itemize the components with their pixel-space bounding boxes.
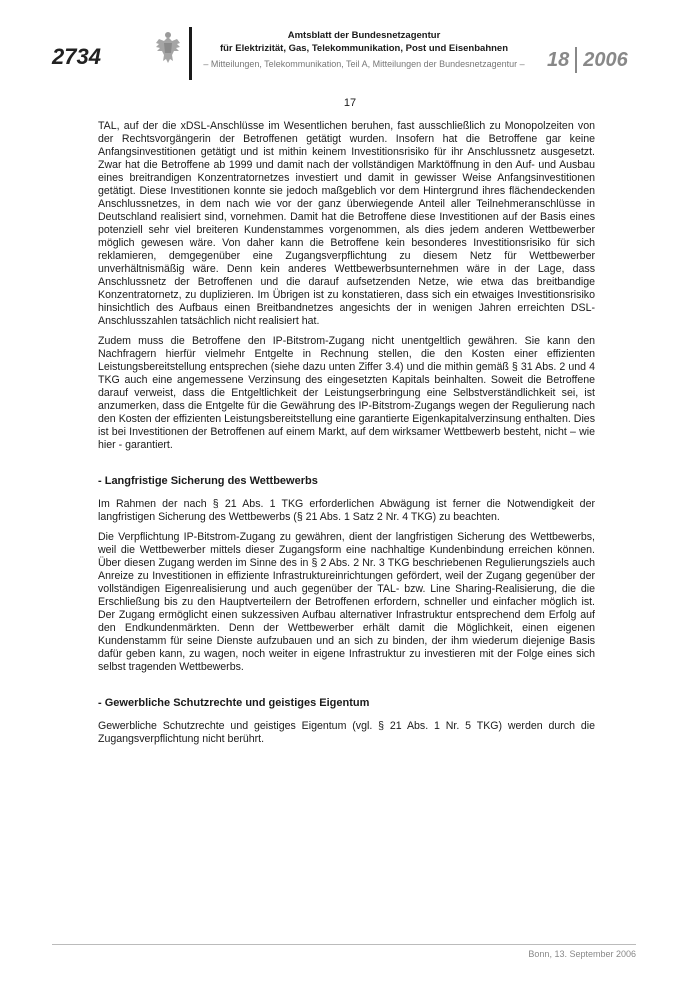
paragraph: Die Verpflichtung IP-Bitstrom-Zugang zu gewähren, dient der langfristigen Sicherung des Wettbewerbs, weil die Wettbewerber mittels dieser Zugangsform eine nachhaltige Kundenbindung erreichen können. Über diesen Zugang werden im Sinne des in § 2 Abs. 2 Nr. 3 TKG beschriebenen Regulierungsziels auch Anreize zu Investitionen in effiziente Infrastruktureinrichtungen gefördert, weil der Zugang gegenüber der vollständigen Eigenrealisierung und auch gegenüber der TAL- bzw. Line Sharing-Realisierung, die die Erschließung bis zu den Hauptverteilern der Betroffenen erfordern, schneller und einfacher möglich ist. Der Zugang ermöglicht einen sukzessiven Aufbau alternativer Infrastruktur entsprechend dem Erfolg auf den Endkundenmärkten. Denn der Wettbewerber erhält damit die Möglichkeit, einen eigenen Kundenstamm für seine Dienste aufzubauen und an sich zu binden, der ihm wiederum diejenige Basis dafür geben kann, zu wagen, noch weiter in eigene Infrastruktur zu investieren mit der Folge eines sich selbst tragenden Wettbewerbs. — [98, 531, 595, 673]
paragraph: TAL, auf der die xDSL-Anschlüsse im Wesentlichen beruhen, fast ausschließlich zu Monopolzeiten von der Rechtsvorgängerin der Betroffenen getätigt wurden. Insofern hat die Betroffene gar keine Anfangsinvestitionen getätigt und ist mithin keinem Investitionsrisiko für ihr Anschlussnetz ausgesetzt. Zwar hat die Betroffene ab 1999 und damit nach der vollständigen Marktöffnung in den Auf- und Ausbau eines breitrandigen Konzentratornetzes investiert und damit in gewisser Weise Anfangsinvestitionen getätigt. Diese Investitionen konnte sie jedoch maßgeblich vor dem Hintergrund ihres flächendeckenden Anschlussnetzes, in dem nach wie vor der ganz überwiegende Anteil aller Teilnehmeranschlüsse in Deutschland realisiert sind, vornehmen. Damit hat die Betroffene diese Investitionen auf der Basis eines potenziell sehr viel breiteren Kundenstammes vorgenommen, als dies jedem anderen Wettbewerber möglich gewesen wäre. Von daher kann die Betroffene kein besonderes Investitionsrisiko für sich reklamieren, demgegenüber eine Zugangsverpflichtung zu diesem Netz für Wettbewerber unverhältnismäßig wäre. Denn kein anderes Wettbewerbsunternehmen wäre in der Lage, dass Anschlussnetz der Betroffenen und die darauf aufsetzenden Netze, wie etwa das breitbandige Konzentratornetz, zu duplizieren. Im Übrigen ist zu konstatieren, dass sich ein etwaiges Investitionsrisiko hinsichtlich des Aufbaus einen Breitbandnetzes angesichts der in wenigen Jahren erreichten DSL-Anschlusszahlen tatsächlich nicht realisiert hat. — [98, 120, 595, 327]
paragraph: Gewerbliche Schutzrechte und geistiges Eigentum (vgl. § 21 Abs. 1 Nr. 5 TKG) werden durch die Zugangsverpflichtung nicht berührt. — [98, 720, 595, 745]
issue-separator — [575, 47, 577, 73]
paragraph: Zudem muss die Betroffene den IP-Bitstrom-Zugang nicht unentgeltlich gewähren. Sie kann den Nachfragern hierfür vielmehr Entgelte in Rechnung stellen, die den Kosten einer effizienten Leistungsbereitstellung entsprechen (siehe dazu unten Ziffer 3.4) und die mithin gemäß § 31 Abs. 2 und 4 TKG auch eine angemessene Verzinsung des eingesetzten Kapitals beinhalten. Soweit die Betroffene darauf verweist, dass die Entgeltlichkeit der Leistungserbringung eine Selbstverständlichkeit sei, ist anzumerken, dass die Entgelte für die Gewährung des IP-Bitstrom-Zugangs wegen der Regulierung nach den Kosten der effizienten Leistungsbereitstellung eine garantierte Eigenkapitalverzinsung enthalten. Dies ist bei Investitionen der Betroffenen auf einem Markt, auf dem wirksamer Wettbewerb besteht, nicht – wie hier - garantiert. — [98, 335, 595, 451]
gazette-title: Amtsblatt der Bundesnetzagentur — [287, 30, 441, 41]
issue-marker — [547, 47, 628, 73]
section-heading: - Langfristige Sicherung des Wettbewerbs — [98, 475, 318, 487]
header-divider — [189, 27, 192, 80]
gazette-subtitle: – Mitteilungen, Telekommunikation, Teil A, Mitteilungen der Bundesnetzagentur – — [203, 59, 525, 69]
gazette-header — [196, 30, 532, 71]
section-heading: - Gewerbliche Schutzrechte und geistiges Eigentum — [98, 697, 370, 709]
issue-number: 18 — [547, 48, 570, 71]
document-page-number: 17 — [343, 97, 357, 109]
document-body — [98, 120, 595, 753]
federal-eagle-icon — [155, 31, 181, 65]
gazette-title-sub: für Elektrizität, Gas, Telekommunikation, Post und Eisenbahnen — [219, 42, 509, 54]
footer-place-date: Bonn, 13. September 2006 — [528, 949, 636, 959]
footer-divider — [52, 944, 636, 945]
issue-year: 2006 — [583, 48, 628, 71]
paragraph: Im Rahmen der nach § 21 Abs. 1 TKG erforderlichen Abwägung ist ferner die Notwendigkeit der langfristigen Sicherung des Wettbewerbs (§ 21 Abs. 1 Satz 2 Nr. 4 TKG) zu beachten. — [98, 498, 595, 523]
gazette-page-number: 2734 — [52, 44, 101, 69]
